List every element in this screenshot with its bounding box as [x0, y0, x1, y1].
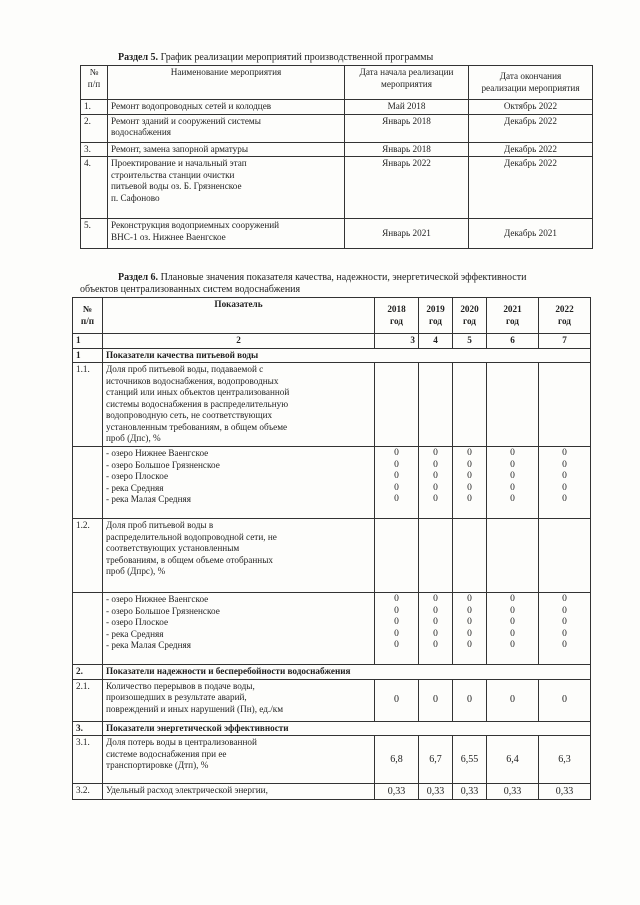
section6-colnum-row: 1 2 3 4 5 6 7 — [73, 334, 591, 349]
value-cell: 0 — [467, 594, 472, 604]
section5-table — [80, 65, 593, 249]
value-cell: 0 — [467, 628, 472, 639]
table-row: 3.2. Удельный расход электрической энергии, 0,33 0,33 0,33 0,33 0,33 — [73, 784, 591, 800]
value-cell: 0 — [510, 628, 515, 639]
value-cell: 0 — [467, 605, 472, 616]
section6-header-year: 2022 год — [539, 298, 591, 334]
section6-header-year: 2018 год — [375, 298, 419, 334]
value-cell: 0 — [562, 459, 567, 470]
section6-table — [72, 297, 591, 800]
group-row: 2. Показатели надежности и бесперебойности водоснабжения — [73, 665, 591, 680]
group-row: 3. Показатели энергетической эффективности — [73, 721, 591, 736]
value-cell: 0 — [510, 605, 515, 616]
section6-header-year: 2019 год — [419, 298, 453, 334]
value-cell: 0 — [562, 471, 567, 481]
value-cell: 0 — [433, 471, 438, 481]
section6-header-row — [73, 298, 591, 334]
table-row: - озеро Нижнее Ваенгское - озеро Большое Грязненское - озеро Плоское - река Средняя - река Малая Средняя 0 0 0 0 0 0 0 0 0 0 0 0 0 0 0 0 0 0 0 0 0 0 0 0 0 — [73, 447, 591, 519]
table-row: 3. Ремонт, замена запорной арматуры Январь 2018 Декабрь 2022 — [81, 142, 593, 157]
value-cell: 0 — [394, 640, 399, 650]
value-cell: 0 — [467, 617, 472, 627]
value-cell: 0 — [394, 594, 399, 604]
value-cell: 0 — [510, 482, 515, 493]
table-row: 5. Реконструкция водоприемных сооружений ВНС-1 оз. Нижнее Ваенгское Январь 2021 Декабрь 2021 — [81, 219, 593, 249]
value-cell: 0 — [394, 494, 399, 504]
value-cell: 0 — [562, 482, 567, 493]
section6-title-line2: объектов централизованных систем водоснабжения — [80, 284, 301, 295]
table-row: 2. Ремонт зданий и сооружений системы водоснабжения Январь 2018 Декабрь 2022 — [81, 114, 593, 142]
value-cell: 0 — [433, 494, 438, 504]
section6-title-text: Плановые значения показателя качества, надежности, энергетической эффективности — [158, 272, 527, 283]
value-cell: 0 — [433, 459, 438, 470]
value-cell: 0 — [467, 640, 472, 650]
table-row: 1. Ремонт водопроводных сетей и колодцев Май 2018 Октябрь 2022 — [81, 100, 593, 115]
table-row: 3.1. Доля потерь воды в централизованной системе водоснабжения при ее транспортировке (Дтп), % 6,8 6,7 6,55 6,4 6,3 — [73, 736, 591, 784]
value-cell: 0 — [562, 628, 567, 639]
section6-header-num: № п/п — [73, 298, 103, 334]
value-cell: 0 — [433, 594, 438, 604]
table-row: 1.1. Доля проб питьевой воды, подаваемой с источников водоснабжения, водопроводных станций или иных объектов централизованной системы водоснабжения в распределительную водопроводную сеть, не соответствующих установленным требованиям, в общем объеме проб (Дпс), % — [73, 363, 591, 447]
value-cell: 0 — [510, 594, 515, 604]
value-cell: 0 — [394, 617, 399, 627]
value-cell: 0 — [467, 448, 472, 458]
value-cell: 0 — [562, 617, 567, 627]
value-cell: 0 — [510, 617, 515, 627]
value-cell: 0 — [433, 605, 438, 616]
section6-header-year: 2021 год — [487, 298, 539, 334]
value-cell: 0 — [467, 482, 472, 493]
value-cell: 0 — [433, 640, 438, 650]
value-cell: 0 — [562, 594, 567, 604]
value-cell: 0 — [467, 494, 472, 504]
table-row: 1.2. Доля проб питьевой воды в распределительной водопроводной сети, не соответствующих установленным требованиям, в общем объеме отобранных проб (Дпрс), % — [73, 519, 591, 593]
value-cell: 0 — [562, 605, 567, 616]
table-row: - озеро Нижнее Ваенгское - озеро Большое Грязненское - озеро Плоское - река Средняя - река Малая Средняя 0 0 0 0 0 0 0 0 0 0 0 0 0 0 0 0 0 0 0 0 0 0 0 0 0 — [73, 593, 591, 665]
value-cell: 0 — [433, 628, 438, 639]
value-cell: 0 — [510, 459, 515, 470]
section5-header-num: № п/п — [81, 66, 108, 100]
section5-header-end: Дата окончания реализации мероприятия — [469, 66, 593, 100]
value-cell: 0 — [510, 494, 515, 504]
value-cell: 0 — [510, 640, 515, 650]
value-cell: 0 — [433, 482, 438, 493]
section5-title-number: Раздел 5. — [118, 52, 159, 63]
table-row: 2.1. Количество перерывов в подаче воды, произошедших в результате аварий, повреждений и иных нарушений (Пн), ед./км 0 0 0 0 0 — [73, 679, 591, 721]
section5-header-name: Наименование мероприятия — [108, 66, 345, 100]
value-cell: 0 — [433, 448, 438, 458]
value-cell: 0 — [467, 471, 472, 481]
value-cell: 0 — [394, 605, 399, 616]
value-cell: 0 — [394, 482, 399, 493]
value-cell: 0 — [394, 628, 399, 639]
value-cell: 0 — [467, 459, 472, 470]
value-cell: 0 — [394, 448, 399, 458]
value-cell: 0 — [394, 459, 399, 470]
section5-header-start: Дата начала реализации мероприятия — [345, 66, 469, 100]
value-cell: 0 — [433, 617, 438, 627]
value-cell: 0 — [510, 448, 515, 458]
section6-title — [118, 272, 526, 284]
section5-header-row — [81, 66, 593, 100]
value-cell: 0 — [394, 471, 399, 481]
value-cell: 0 — [510, 471, 515, 481]
section5-title — [118, 52, 433, 64]
value-cell: 0 — [562, 640, 567, 650]
group-row: 1 Показатели качества питьевой воды — [73, 348, 591, 363]
section6-header-year: 2020 год — [453, 298, 487, 334]
table-row: 4. Проектирование и начальный этап строительства станции очистки питьевой воды оз. Б. Грязненское п. Сафоново Январь 2022 Декабрь 2022 — [81, 157, 593, 219]
section6-header-indicator: Показатель — [103, 298, 375, 334]
value-cell: 0 — [562, 494, 567, 504]
value-cell: 0 — [562, 448, 567, 458]
section6-title-number: Раздел 6. — [118, 272, 159, 283]
section5-title-text: График реализации мероприятий производственной программы — [158, 52, 434, 63]
